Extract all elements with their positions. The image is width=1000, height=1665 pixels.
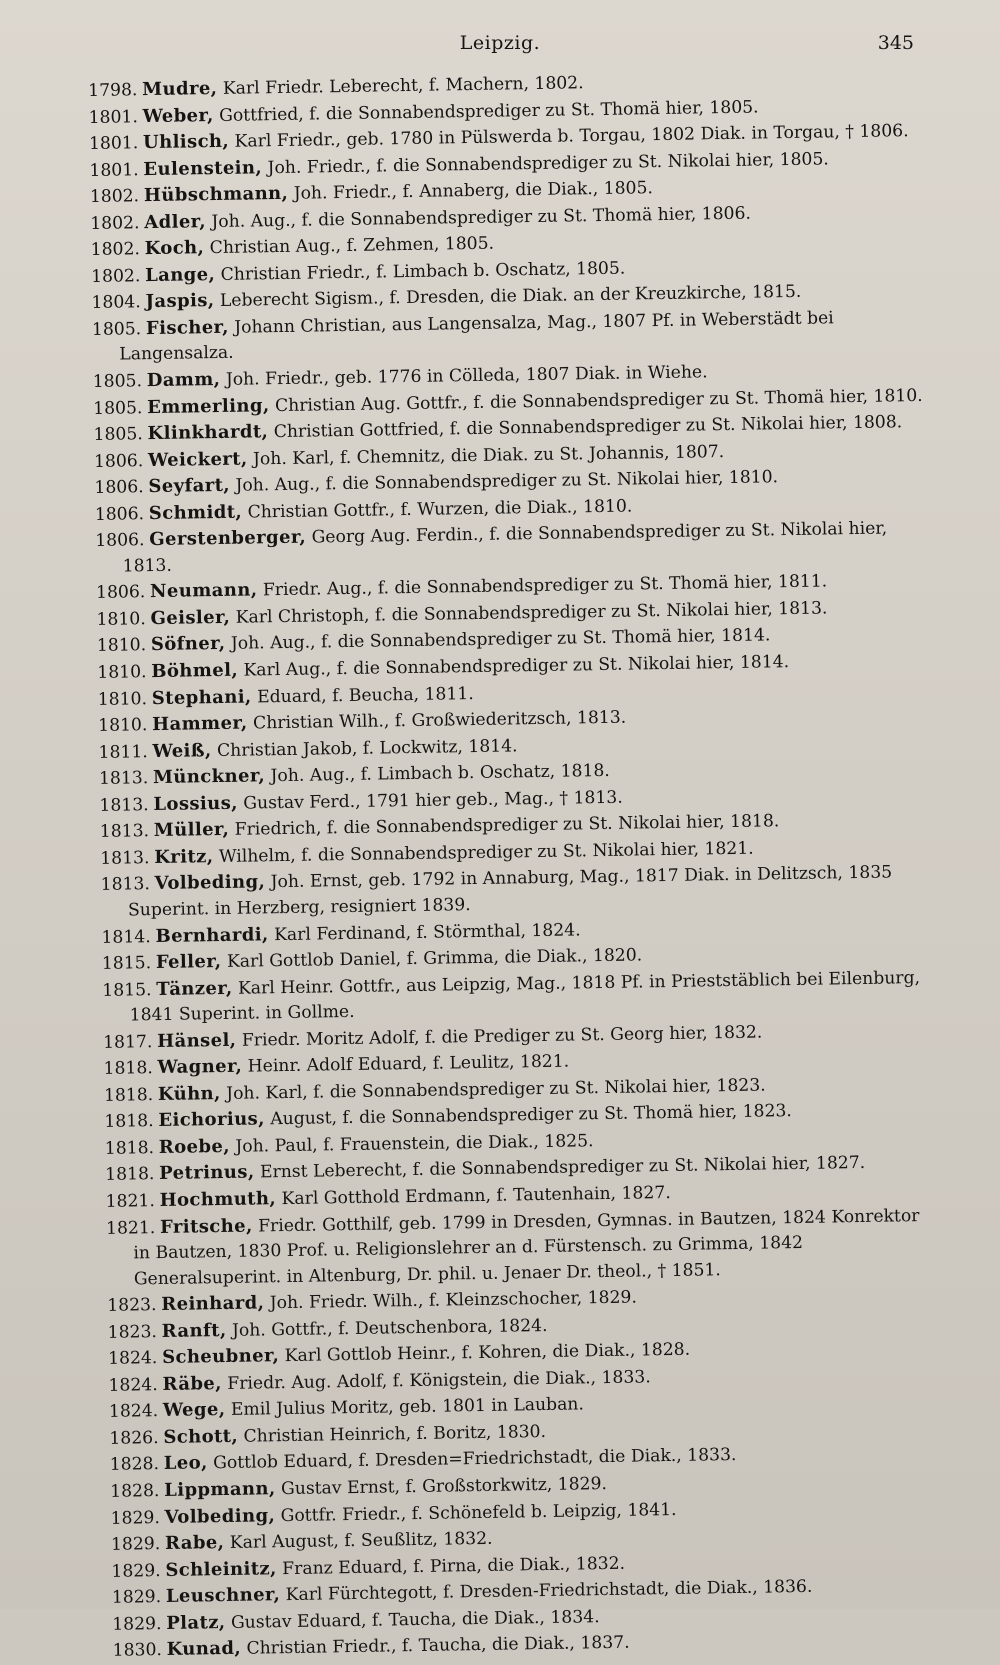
entry-year: 1806. xyxy=(93,450,144,472)
entry-name: Rabe, xyxy=(164,1532,225,1555)
entry-year: 1828. xyxy=(109,1454,160,1476)
entry-text: Gottfried, f. die Sonnabendsprediger zu St. Thomä hier, 1805. xyxy=(218,97,759,126)
entry-text: Christian Heinrich, f. Boritz, 1830. xyxy=(243,1421,547,1447)
entry-text: Joh. Ernst, geb. 1792 in Annaburg, Mag., 1817 Diak. in Delitzsch, 1835 Superint. in Herzberg, resigniert 1839. xyxy=(127,862,893,921)
entry-text: Gottlob Eduard, f. Dresden=Friedrichstadt, die Diak., 1833. xyxy=(213,1445,737,1474)
entry-text: Joh. Friedr., f. die Sonnabendsprediger zu St. Nikolai hier, 1805. xyxy=(267,149,829,178)
entry-text: Christian Wilh., f. Großwiederitzsch, 1813. xyxy=(252,707,627,734)
entry-year: 1818. xyxy=(105,1164,155,1186)
entry-text: Joh. Karl, f. Chemnitz, die Diak. zu St. Johannis, 1807. xyxy=(252,441,725,470)
entry-name: Ranft, xyxy=(161,1319,227,1342)
entry-name: Mudre, xyxy=(142,77,218,101)
entry-year: 1806. xyxy=(94,477,144,499)
entry-name: Damm, xyxy=(146,368,221,392)
entry-text: Ernst Leberecht, f. die Sonnabendsprediger zu St. Nikolai hier, 1827. xyxy=(259,1153,866,1183)
entry-text: Karl Gottlob Daniel, f. Grimma, die Diak., 1820. xyxy=(226,945,643,972)
entry-name: Münckner, xyxy=(152,765,266,789)
entry-name: Böhmel, xyxy=(151,659,239,683)
entry-year: 1813. xyxy=(99,794,149,816)
entry-year: 1805. xyxy=(92,371,143,392)
entry-text: Joh. Aug., f. die Sonnabendsprediger zu St. Thomä hier, 1814. xyxy=(230,625,771,655)
entry-text: Friedr. Aug., f. die Sonnabendsprediger zu St. Thomä hier, 1811. xyxy=(262,571,828,601)
entry-text: Gustav Ernst, f. Großstorkwitz, 1829. xyxy=(280,1474,608,1500)
entry-name: Weber, xyxy=(142,104,214,127)
entry-text: Christian Aug. Gottfr., f. die Sonnabendsprediger zu St. Thomä hier, 1810. xyxy=(274,385,923,416)
entry-name: Kritz, xyxy=(154,845,214,868)
entry-name: Eulenstein, xyxy=(143,156,263,180)
entry-name: Schleinitz, xyxy=(165,1557,277,1581)
entry-year: 1824. xyxy=(107,1348,158,1370)
entry-text: Joh. Karl, f. die Sonnabendsprediger zu St. Nikolai hier, 1823. xyxy=(226,1075,766,1104)
entry-name: Feller, xyxy=(155,951,222,974)
running-title: Leipzig. xyxy=(459,32,541,54)
entry-text: Karl Friedr., geb. 1780 in Pülswerda b. Torgau, 1802 Diak. in Torgau, † 1806. xyxy=(234,121,909,152)
entry-text: Joh. Friedr. Wilh., f. Kleinzschocher, 1829. xyxy=(269,1287,638,1314)
entry-text: Christian Aug., f. Zehmen, 1805. xyxy=(209,233,495,259)
entry-name: Fritsche, xyxy=(159,1215,253,1238)
entry-year: 1818. xyxy=(104,1111,154,1133)
entry-text: Leberecht Sigism., f. Dresden, die Diak. an der Kreuzkirche, 1815. xyxy=(219,282,802,312)
entry-year: 1821. xyxy=(105,1191,156,1212)
entry-year: 1823. xyxy=(107,1321,158,1343)
entry-name: Neumann, xyxy=(149,579,258,603)
entry-text: Friedrich, f. die Sonnabendsprediger zu St. Nikolai hier, 1818. xyxy=(234,811,780,841)
entry-year: 1828. xyxy=(110,1481,160,1502)
entry-text: Joh. Aug., f. die Sonnabendsprediger zu St. Thomä hier, 1806. xyxy=(211,203,752,232)
entry-year: 1824. xyxy=(108,1374,158,1396)
entry-text: Joh. Aug., f. Limbach b. Oschatz, 1818. xyxy=(270,761,610,787)
entry-year: 1811. xyxy=(98,741,148,763)
entry-text: Johann Christian, aus Langensalza, Mag., 1807 Pf. in Weberstädt bei Langensalza. xyxy=(119,308,834,366)
entry-name: Tänzer, xyxy=(156,977,233,1000)
entry-name: Weiß, xyxy=(152,739,212,762)
entry-name: Gerstenberger, xyxy=(149,526,307,551)
entry-text: Christian Gottfr., f. Wurzen, die Diak., 1810. xyxy=(247,496,633,523)
entry-year: 1817. xyxy=(102,1031,153,1053)
entry-year: 1815. xyxy=(102,979,152,1001)
entry-text: Christian Friedr., f. Limbach b. Oschatz, 1805. xyxy=(220,258,626,285)
entry-name: Kühn, xyxy=(157,1082,221,1105)
entry-year: 1818. xyxy=(103,1058,153,1080)
entry-name: Platz, xyxy=(166,1611,226,1634)
entry-text: Emil Julius Moritz, geb. 1801 in Lauban. xyxy=(230,1394,585,1421)
entry-list xyxy=(88,65,943,1665)
entry-text: Joh. Paul, f. Frauenstein, die Diak., 1825. xyxy=(235,1131,594,1157)
entry-name: Koch, xyxy=(144,237,205,260)
entry-year: 1802. xyxy=(90,266,141,287)
entry-year: 1798. xyxy=(88,80,138,101)
entry-text: Joh. Friedr., geb. 1776 in Cölleda, 1807 Diak. in Wiehe. xyxy=(225,362,708,390)
entry-name: Scheubner, xyxy=(161,1345,280,1369)
entry-name: Leuschner, xyxy=(165,1584,281,1608)
entry-year: 1823. xyxy=(107,1295,157,1317)
entry-year: 1805. xyxy=(91,319,142,340)
entry-text: Joh. Gottfr., f. Deutschenbora, 1824. xyxy=(231,1315,548,1341)
entry-year: 1806. xyxy=(94,503,145,525)
entry-name: Bernhardi, xyxy=(155,923,269,947)
entry-text: Friedr. Aug. Adolf, f. Königstein, die Diak., 1833. xyxy=(227,1367,651,1394)
entry-name: Geisler, xyxy=(150,606,231,630)
entry-name: Hänsel, xyxy=(156,1029,237,1052)
entry-year: 1806. xyxy=(95,582,146,604)
entry-year: 1813. xyxy=(98,768,149,790)
entry-year: 1810. xyxy=(96,609,146,630)
entry-text: Karl Fürchtegott, f. Dresden-Friedrichstadt, die Diak., 1836. xyxy=(285,1576,813,1606)
entry-name: Eichorius, xyxy=(158,1108,265,1132)
entry-year: 1810. xyxy=(96,635,147,657)
entry-text: Karl Christoph, f. die Sonnabendsprediger zu St. Nikolai hier, 1813. xyxy=(235,598,828,628)
entry-year: 1813. xyxy=(100,874,151,896)
entry-text: Karl Ferdinand, f. Störmthal, 1824. xyxy=(273,919,581,945)
entry-text: Karl Gottlob Heinr., f. Kohren, die Diak., 1828. xyxy=(284,1339,691,1367)
entry-text: Karl Heinr. Gottfr., aus Leipzig, Mag., 1818 Pf. in Prieststäblich bei Eilenburg, 1841 Superint. in Gollme. xyxy=(129,967,921,1026)
page-number: 345 xyxy=(877,32,914,54)
entry-year: 1801. xyxy=(89,159,139,181)
entry-year: 1805. xyxy=(93,424,143,446)
entry-name: Stephani, xyxy=(151,686,252,709)
entry-text: Eduard, f. Beucha, 1811. xyxy=(256,683,474,707)
entry-text: Karl Aug., f. die Sonnabendsprediger zu St. Nikolai hier, 1814. xyxy=(243,652,790,681)
entry-name: Seyfart, xyxy=(148,475,231,498)
entry-text: Joh. Aug., f. die Sonnabendsprediger zu St. Nikolai hier, 1810. xyxy=(235,467,779,496)
entry-year: 1810. xyxy=(97,688,148,710)
entry-name: Müller, xyxy=(153,819,230,842)
entry-name: Schmidt, xyxy=(148,501,243,524)
entry-text: Karl Gotthold Erdmann, f. Tautenhain, 1827. xyxy=(281,1182,671,1210)
entry-year: 1813. xyxy=(99,821,150,843)
entry-text: Wilhelm, f. die Sonnabendsprediger zu St. Nikolai hier, 1821. xyxy=(218,838,754,867)
entry-text: Christian Jakob, f. Lockwitz, 1814. xyxy=(216,736,518,761)
entry-name: Emmerling, xyxy=(147,394,270,418)
entry-year: 1814. xyxy=(101,926,151,948)
entry-text: Gustav Ferd., 1791 hier geb., Mag., † 1813. xyxy=(243,787,623,814)
entry-year: 1826. xyxy=(109,1427,159,1449)
entry-text: Christian Friedr., f. Taucha, die Diak., 1837. xyxy=(246,1632,630,1659)
entry-year: 1818. xyxy=(103,1084,154,1106)
entry-year: 1818. xyxy=(104,1137,155,1159)
entry-name: Söfner, xyxy=(150,633,226,656)
entry-text: Karl August, f. Seußlitz, 1832. xyxy=(229,1528,493,1554)
entry-name: Wagner, xyxy=(157,1055,243,1079)
entry-name: Adler, xyxy=(144,210,207,233)
entry-name: Lossius, xyxy=(153,792,239,815)
entry-text: Franz Eduard, f. Pirna, die Diak., 1832. xyxy=(282,1553,626,1579)
entry-year: 1801. xyxy=(88,106,138,128)
entry-text: Gustav Eduard, f. Taucha, die Diak., 1834. xyxy=(230,1606,600,1633)
entry-name: Uhlisch, xyxy=(142,130,230,154)
entry-text: Karl Friedr. Leberecht, f. Machern, 1802. xyxy=(222,73,584,99)
entry-name: Schott, xyxy=(163,1425,239,1448)
entry-text: Friedr. Moritz Adolf, f. die Prediger zu St. Georg hier, 1832. xyxy=(241,1022,763,1051)
entry-name: Jaspis, xyxy=(145,290,215,313)
entry-year: 1829. xyxy=(110,1507,160,1529)
entry-name: Hochmuth, xyxy=(159,1188,277,1211)
page-header xyxy=(0,32,1000,56)
entry-year: 1824. xyxy=(108,1401,159,1423)
entry-name: Lippmann, xyxy=(164,1478,276,1501)
entry-text: Georg Aug. Ferdin., f. die Sonnabendsprediger zu St. Nikolai hier, 1813. xyxy=(122,518,888,577)
entry-name: Klinkhardt, xyxy=(147,421,269,445)
entry-year: 1801. xyxy=(88,133,139,155)
entry-text: Friedr. Gotthilf, geb. 1799 in Dresden, Gymnas. in Bautzen, 1824 Konrektor in Bautzen, 1830 Prof. u. Religionslehrer an d. Fürstensch. zu Grimma, 1842 Generalsuperint. in Altenburg, Dr. phil. u. Jenaer Dr. theol., † 1851. xyxy=(133,1205,920,1290)
entry-name: Volbeding, xyxy=(164,1504,276,1528)
entry-name: Wege, xyxy=(162,1399,226,1422)
entry-name: Hammer, xyxy=(152,712,248,736)
entry-year: 1829. xyxy=(110,1534,161,1555)
entry-year: 1804. xyxy=(91,292,141,314)
entry-name: Roebe, xyxy=(158,1135,231,1158)
entry-text: Christian Gottfried, f. die Sonnabendsprediger zu St. Nikolai hier, 1808. xyxy=(273,412,903,443)
entry-text: Heinr. Adolf Eduard, f. Leulitz, 1821. xyxy=(247,1051,570,1077)
entry-year: 1810. xyxy=(98,715,148,737)
entry-year: 1830. xyxy=(112,1640,163,1662)
entry-year: 1805. xyxy=(93,397,143,419)
entry-name: Petrinus, xyxy=(159,1161,255,1185)
entry-name: Hübschmann, xyxy=(143,183,289,207)
entry-name: Lange, xyxy=(144,263,216,286)
entry-year: 1802. xyxy=(90,239,141,261)
entry-name: Kunad, xyxy=(166,1638,242,1661)
entry-row xyxy=(106,1202,937,1293)
entry-year: 1829. xyxy=(112,1613,162,1635)
entry-year: 1806. xyxy=(95,530,145,552)
entry-name: Reinhard, xyxy=(161,1292,265,1316)
entry-year: 1802. xyxy=(90,212,140,234)
entry-name: Räbe, xyxy=(162,1372,223,1395)
entry-name: Volbeding, xyxy=(154,871,266,895)
entry-year: 1829. xyxy=(111,1587,162,1608)
entry-year: 1829. xyxy=(111,1560,161,1582)
entry-name: Leo, xyxy=(163,1452,208,1475)
entry-year: 1815. xyxy=(101,953,152,974)
entry-year: 1810. xyxy=(97,662,147,683)
entry-text: August, f. die Sonnabendsprediger zu St. Thomä hier, 1823. xyxy=(270,1101,792,1130)
entry-year: 1802. xyxy=(89,186,140,208)
entry-year: 1813. xyxy=(100,847,150,869)
entry-name: Weickert, xyxy=(147,448,248,471)
entry-text: Gottfr. Friedr., f. Schönefeld b. Leipzig, 1841. xyxy=(280,1499,677,1526)
entry-name: Fischer, xyxy=(145,316,229,340)
entry-year: 1821. xyxy=(105,1217,156,1239)
entry-text: Joh. Friedr., f. Annaberg, die Diak., 1805. xyxy=(293,178,654,204)
